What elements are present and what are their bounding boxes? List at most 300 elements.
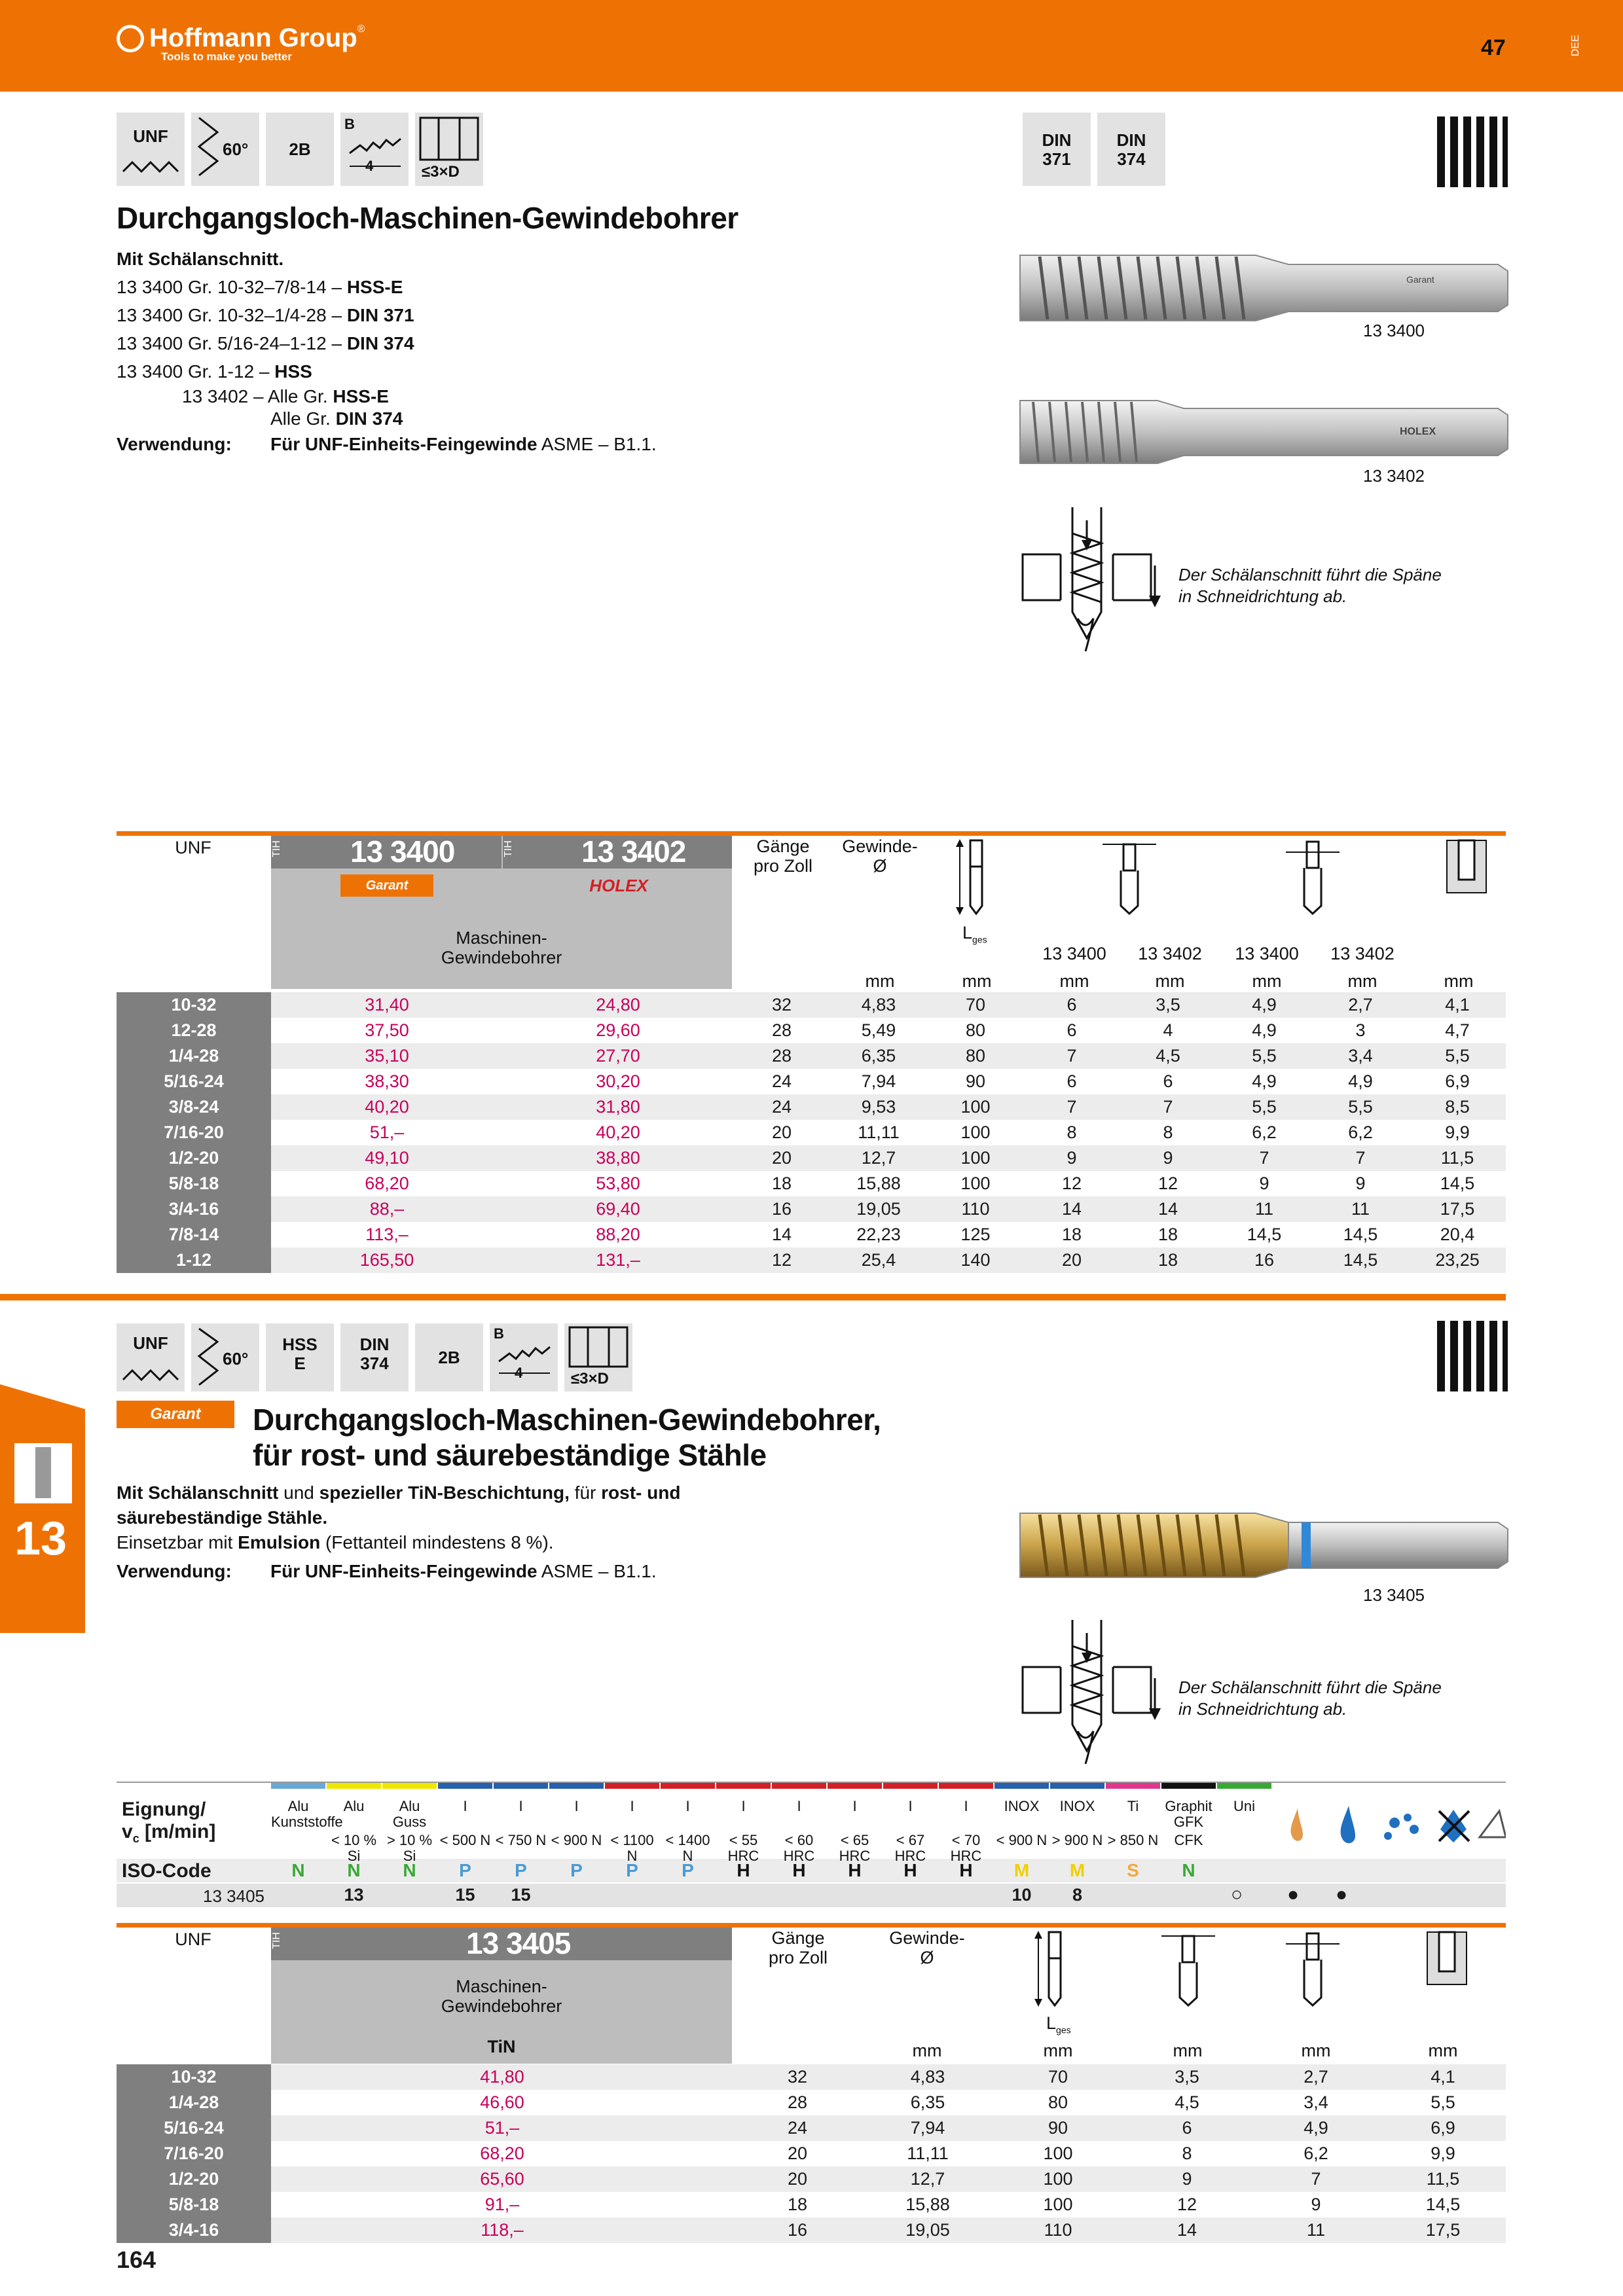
value-cell: 14,5 bbox=[1247, 1225, 1282, 1244]
table-row bbox=[117, 1247, 1506, 1273]
t1-unit-gew: mm bbox=[865, 971, 895, 991]
table-row bbox=[117, 1043, 1506, 1069]
t2-col-unf: UNF bbox=[175, 1929, 211, 1949]
s2-use-bold: Für UNF-Einheits-Feingewinde bbox=[270, 1561, 538, 1581]
value-cell: 6 bbox=[1067, 1020, 1077, 1040]
suit-color-bar bbox=[271, 1783, 325, 1789]
price-cell: 68,20 bbox=[480, 2144, 524, 2163]
t1-unit-a2: mm bbox=[1155, 971, 1185, 991]
oil-drop-icon bbox=[1291, 1808, 1303, 1841]
value-cell: 11,11 bbox=[907, 2144, 949, 2163]
tap-13-3400-image bbox=[1013, 242, 1511, 327]
value-cell: 11 bbox=[1216, 1196, 1312, 1222]
table-row bbox=[117, 2166, 1506, 2192]
s2-d1-t2: für bbox=[569, 1482, 602, 1503]
section1-title: Durchgangsloch-Maschinen-Gewindebohrer bbox=[117, 201, 739, 235]
t2-unit-gew: mm bbox=[912, 2041, 942, 2060]
square-tap-icon bbox=[1283, 838, 1342, 916]
price-cell: 69,40 bbox=[503, 1196, 733, 1222]
value-cell: 9 bbox=[1120, 1145, 1216, 1171]
suit-col-range: < 70 HRC bbox=[950, 1832, 982, 1864]
price-cell: 131,– bbox=[503, 1247, 733, 1273]
size-cell: 1-12 bbox=[117, 1247, 271, 1273]
s2-garant-logo: Garant bbox=[117, 1401, 234, 1428]
value-cell: 100 bbox=[994, 2166, 1122, 2192]
value-cell: 5,49 bbox=[861, 1020, 896, 1040]
value-cell: 14,5 bbox=[1440, 1174, 1475, 1193]
depth-picto bbox=[415, 113, 483, 186]
din374-label-a: DIN bbox=[1116, 130, 1146, 150]
tap-13-3405-image bbox=[1013, 1503, 1511, 1588]
value-cell: 90 bbox=[965, 1071, 986, 1091]
t2-shank-dia-tap-icon bbox=[1159, 1929, 1218, 2008]
value-cell: 6,35 bbox=[910, 2092, 945, 2112]
coolant-2-mark: ● bbox=[1287, 1884, 1300, 1905]
angle-picto bbox=[191, 113, 259, 186]
suit-col-range: > 850 N bbox=[1107, 1832, 1159, 1848]
table2-top-rule bbox=[117, 1923, 1506, 1928]
section1-description bbox=[117, 245, 657, 458]
picto-unf-label: UNF bbox=[133, 126, 168, 146]
s2-d1-t1: und bbox=[278, 1482, 319, 1503]
suit-col-title: INOX bbox=[1059, 1798, 1095, 1814]
table-row bbox=[117, 1145, 1506, 1171]
coolant-1-mark: ○ bbox=[1231, 1884, 1243, 1905]
value-cell: 4,83 bbox=[830, 992, 927, 1018]
suit-col-title: I bbox=[852, 1798, 857, 1814]
chapter-tab bbox=[0, 1384, 85, 1633]
down-arrow-icon bbox=[1147, 564, 1163, 610]
s2-qr-code-icon bbox=[1437, 1321, 1508, 1391]
s2-chamfer-b-picto bbox=[490, 1323, 558, 1391]
value-cell: 7 bbox=[1024, 1094, 1120, 1120]
size-cell: 1/2-20 bbox=[117, 1145, 271, 1171]
value-cell: 8 bbox=[1067, 1122, 1077, 1142]
s2-chip-note-line1: Der Schälanschnitt führt die Späne bbox=[1178, 1677, 1442, 1697]
value-cell: 100 bbox=[1043, 2144, 1073, 2163]
vc-value-cell: 15 bbox=[511, 1885, 531, 1905]
value-cell: 12 bbox=[1176, 2195, 1197, 2214]
price-cell: 88,20 bbox=[596, 1225, 640, 1244]
s2-picto-b-length: 4 bbox=[515, 1365, 523, 1381]
t2-lges-sub: ges bbox=[1056, 2024, 1071, 2036]
chapter-tap-icon bbox=[14, 1443, 72, 1503]
value-cell: 24 bbox=[733, 2115, 862, 2141]
suit-col-title: I bbox=[685, 1798, 690, 1814]
tool3-caption: 13 3405 bbox=[1363, 1585, 1425, 1605]
value-cell: 12,7 bbox=[862, 2166, 994, 2192]
t1-h-a4: 13 3402 bbox=[1330, 944, 1395, 963]
size-cell: 5/16-24 bbox=[117, 1069, 271, 1094]
value-cell: 14 bbox=[771, 1225, 792, 1244]
value-cell: 2,7 bbox=[1252, 2064, 1380, 2090]
suit-color-bar bbox=[549, 1783, 604, 1789]
s2-hsse-picto bbox=[266, 1323, 334, 1391]
t2-length-tap-icon bbox=[1034, 1929, 1074, 2008]
price-cell: 113,– bbox=[365, 1225, 409, 1244]
use-bold: Für UNF-Einheits-Feingewinde bbox=[270, 434, 538, 454]
dry-icon bbox=[1439, 1810, 1469, 1842]
value-cell: 6,9 bbox=[1445, 1071, 1470, 1091]
value-cell: 4,7 bbox=[1445, 1020, 1470, 1040]
tolerance-picto: 2B bbox=[266, 113, 334, 186]
size-cell: 1/2-20 bbox=[117, 2166, 271, 2192]
value-cell: 3,5 bbox=[1122, 2064, 1252, 2090]
table-row bbox=[117, 1171, 1506, 1196]
s2-din374-picto bbox=[340, 1323, 409, 1391]
value-cell: 16 bbox=[1216, 1247, 1312, 1273]
t2-unit-core: mm bbox=[1428, 2041, 1458, 2060]
t2-h-gew-b: Ø bbox=[920, 1948, 934, 1967]
s2-d3-t: Einsetzbar mit bbox=[117, 1532, 238, 1552]
tool1-caption: 13 3400 bbox=[1363, 321, 1425, 340]
s2-use-rest: ASME – B1.1. bbox=[537, 1561, 657, 1581]
s2-chamfer-thread-icon bbox=[490, 1323, 558, 1391]
value-cell: 3,4 bbox=[1312, 1043, 1409, 1069]
value-cell: 22,23 bbox=[856, 1225, 901, 1244]
size-cell: 1/4-28 bbox=[117, 2090, 271, 2115]
value-cell: 20 bbox=[1024, 1247, 1120, 1273]
value-cell: 8,5 bbox=[1409, 1094, 1506, 1120]
suit-color-bar bbox=[661, 1783, 715, 1789]
suit-label-a: Eignung/ bbox=[122, 1799, 206, 1820]
size-cell: 5/8-18 bbox=[117, 1171, 271, 1196]
desc-line6: Alle Gr. bbox=[270, 408, 336, 429]
value-cell: 14 bbox=[1120, 1196, 1216, 1222]
price-cell: 35,10 bbox=[271, 1043, 503, 1069]
value-cell: 18 bbox=[771, 1174, 792, 1193]
value-cell: 15,88 bbox=[856, 1174, 901, 1193]
s2-picto-angle-label: 60° bbox=[223, 1349, 249, 1369]
price-cell: 41,80 bbox=[271, 2064, 733, 2090]
value-cell: 4,9 bbox=[1216, 992, 1312, 1018]
value-cell: 7,94 bbox=[862, 2115, 994, 2141]
suit-col-range: < 1100 N bbox=[610, 1832, 654, 1864]
price-cell: 31,40 bbox=[271, 992, 503, 1018]
suit-col-title: Alu bbox=[287, 1798, 309, 1814]
s2-chip-flow-diagram-icon bbox=[1021, 1620, 1152, 1770]
chip-note-line2: in Schneidrichtung ab. bbox=[1178, 586, 1347, 606]
value-cell: 4,5 bbox=[1120, 1043, 1216, 1069]
s2-picto-unf-label: UNF bbox=[133, 1333, 168, 1353]
use-rest: ASME – B1.1. bbox=[537, 434, 657, 454]
suit-article: 13 3405 bbox=[203, 1886, 264, 1906]
t1-col-unf: UNF bbox=[175, 838, 211, 857]
value-cell: 4,9 bbox=[1252, 1020, 1277, 1040]
value-cell: 4 bbox=[1163, 1020, 1173, 1040]
value-cell: 9,9 bbox=[1445, 1122, 1470, 1142]
value-cell: 32 bbox=[733, 992, 830, 1018]
value-cell: 80 bbox=[1048, 2092, 1068, 2112]
brand-mark: ® bbox=[357, 24, 365, 35]
value-cell: 7,94 bbox=[861, 1071, 896, 1091]
t2-sub-b: Gewindebohrer bbox=[441, 1996, 562, 2016]
value-cell: 6 bbox=[1067, 1071, 1077, 1091]
size-cell: 10-32 bbox=[117, 992, 271, 1018]
suit-col-range: < 60 HRC bbox=[783, 1832, 815, 1864]
coolant-icons bbox=[1283, 1803, 1506, 1849]
value-cell: 2,7 bbox=[1312, 992, 1409, 1018]
tool1-brand-text: Garant bbox=[1406, 274, 1434, 285]
suit-col-range: CFK bbox=[1174, 1832, 1203, 1848]
suit-col-range: > 900 N bbox=[1051, 1832, 1103, 1848]
suit-color-bar bbox=[605, 1783, 659, 1789]
value-cell: 6,9 bbox=[1380, 2115, 1506, 2141]
value-cell: 17,5 bbox=[1409, 1196, 1506, 1222]
price-cell: 40,20 bbox=[596, 1122, 640, 1142]
t1-rot-label-1: TIH bbox=[270, 840, 282, 857]
s2-down-arrow-icon bbox=[1147, 1677, 1163, 1723]
value-cell: 20 bbox=[733, 1145, 830, 1171]
value-cell: 12 bbox=[733, 1247, 830, 1273]
suit-col-range: > 10 % Si bbox=[386, 1832, 433, 1864]
s2-d3-b: Emulsion bbox=[238, 1532, 321, 1552]
shank-dia-tap-icon bbox=[1100, 838, 1159, 916]
value-cell: 11,5 bbox=[1380, 2166, 1506, 2192]
value-cell: 9 bbox=[1259, 1174, 1269, 1193]
suit-col-title: INOX bbox=[1004, 1798, 1040, 1814]
price-cell: 38,80 bbox=[503, 1145, 733, 1171]
value-cell: 6 bbox=[1163, 1071, 1173, 1091]
t1-unit-a4: mm bbox=[1347, 971, 1377, 991]
suit-col-title: I bbox=[741, 1798, 746, 1814]
price-cell: 53,80 bbox=[596, 1174, 640, 1193]
picto-angle-label: 60° bbox=[223, 139, 249, 159]
suit-col-title: Uni bbox=[1233, 1798, 1255, 1814]
suit-label bbox=[122, 1799, 215, 1850]
suit-col-title: I bbox=[574, 1798, 579, 1814]
suit-color-bar bbox=[1050, 1783, 1104, 1789]
s2-hss-a: HSS bbox=[282, 1335, 318, 1354]
size-cell: 7/16-20 bbox=[117, 1120, 271, 1145]
table2 bbox=[117, 2064, 1506, 2243]
section-divider bbox=[0, 1294, 1506, 1300]
air-icon bbox=[1480, 1811, 1506, 1837]
chapter-number: 13 bbox=[14, 1513, 67, 1565]
value-cell: 11 bbox=[1312, 1196, 1409, 1222]
s2-chip-note bbox=[1178, 1677, 1442, 1720]
value-cell: 12 bbox=[1061, 1174, 1082, 1193]
value-cell: 100 bbox=[1043, 2195, 1073, 2214]
t1-h-a2: 13 3402 bbox=[1138, 944, 1202, 963]
vc-value-cell: 15 bbox=[455, 1885, 475, 1905]
t2-core-hole-icon bbox=[1421, 1929, 1473, 2008]
iso-code-cell: H bbox=[792, 1860, 806, 1880]
desc-line6-bold: DIN 374 bbox=[335, 408, 403, 429]
value-cell: 4,83 bbox=[862, 2064, 994, 2090]
value-cell: 7 bbox=[1252, 2166, 1380, 2192]
value-cell: 110 bbox=[927, 1196, 1024, 1222]
t2-unit-l: mm bbox=[1043, 2041, 1073, 2060]
price-cell: 51,– bbox=[271, 2115, 733, 2141]
value-cell: 5,5 bbox=[1216, 1094, 1312, 1120]
iso-code-cell: M bbox=[1013, 1860, 1030, 1880]
s2-d3-r: (Fettanteil mindestens 8 %). bbox=[320, 1532, 554, 1552]
value-cell: 24 bbox=[733, 1094, 830, 1120]
suit-col-range: < 900 N bbox=[551, 1832, 602, 1848]
t1-article-13-3400: 13 3400 bbox=[350, 834, 455, 869]
suit-col-range: < 750 N bbox=[495, 1832, 547, 1848]
suit-color-bar bbox=[994, 1783, 1049, 1789]
t2-h-gaenge-a: Gänge bbox=[771, 1928, 825, 1948]
value-cell: 12,7 bbox=[830, 1145, 927, 1171]
table-row bbox=[117, 2090, 1506, 2115]
emulsion-drop-icon bbox=[1341, 1806, 1355, 1843]
price-cell: 88,– bbox=[271, 1196, 503, 1222]
t1-unit-a3: mm bbox=[1252, 971, 1282, 991]
mist-icon bbox=[1384, 1814, 1419, 1840]
value-cell: 100 bbox=[960, 1174, 991, 1193]
iso-code-cell: H bbox=[737, 1860, 750, 1880]
s2-d1-b1: Mit Schälanschnitt bbox=[117, 1482, 279, 1503]
t1-sub-a: Maschinen- bbox=[456, 928, 547, 948]
iso-code-cell: H bbox=[959, 1860, 973, 1880]
size-cell: 3/4-16 bbox=[117, 1196, 271, 1222]
size-cell: 3/8-24 bbox=[117, 1094, 271, 1120]
value-cell: 7 bbox=[1312, 1145, 1409, 1171]
t1-subhead bbox=[271, 928, 732, 967]
value-cell: 4,9 bbox=[1252, 2115, 1380, 2141]
size-cell: 5/8-18 bbox=[117, 2192, 271, 2217]
value-cell: 18 bbox=[1061, 1225, 1082, 1244]
suit-color-bar bbox=[716, 1783, 771, 1789]
desc-line1-bold: HSS-E bbox=[346, 277, 403, 297]
t2-lges-l: L bbox=[1046, 2013, 1057, 2033]
iso-code-cell: P bbox=[570, 1860, 583, 1880]
value-cell: 6,2 bbox=[1348, 1122, 1373, 1142]
table-row bbox=[117, 2064, 1506, 2090]
value-cell: 18 bbox=[787, 2195, 808, 2214]
desc-line3-bold: DIN 374 bbox=[346, 333, 414, 353]
price-cell: 165,50 bbox=[271, 1247, 503, 1273]
size-cell: 1/4-28 bbox=[117, 1043, 271, 1069]
t1-h-a3: 13 3400 bbox=[1235, 944, 1299, 963]
suit-label-c: c bbox=[132, 1832, 139, 1845]
value-cell: 14 bbox=[1122, 2217, 1252, 2243]
price-cell: 91,– bbox=[484, 2195, 520, 2214]
desc-line2: 13 3400 Gr. 10-32–1/4-28 – bbox=[117, 305, 347, 325]
t2-article-13-3405: 13 3405 bbox=[466, 1926, 571, 1960]
price-cell: 51,– bbox=[369, 1122, 405, 1142]
din374-label-b: 374 bbox=[1117, 149, 1146, 169]
value-cell: 9,9 bbox=[1431, 2144, 1455, 2163]
vc-value-cell: 13 bbox=[344, 1885, 364, 1905]
suit-col-sub: GFK bbox=[1173, 1814, 1204, 1830]
value-cell: 3 bbox=[1355, 1020, 1366, 1040]
suit-color-bar bbox=[828, 1783, 882, 1789]
value-cell: 15,88 bbox=[905, 2195, 950, 2214]
value-cell: 9 bbox=[1024, 1145, 1120, 1171]
section2-title bbox=[253, 1402, 881, 1473]
value-cell: 11,11 bbox=[858, 1122, 900, 1142]
table-row bbox=[117, 2115, 1506, 2141]
iso-code-cell: N bbox=[347, 1860, 361, 1880]
t2-h-gew bbox=[862, 1928, 993, 1967]
suit-col-range: < 500 N bbox=[439, 1832, 491, 1848]
din374-picto bbox=[1097, 113, 1165, 186]
logo-mark-icon bbox=[117, 25, 144, 52]
price-cell: 38,30 bbox=[365, 1071, 409, 1091]
value-cell: 16 bbox=[733, 2217, 862, 2243]
s2-title-line1: Durchgangsloch-Maschinen-Gewindebohrer, bbox=[253, 1403, 881, 1437]
table-row bbox=[117, 992, 1506, 1018]
iso-code-cell: H bbox=[903, 1860, 917, 1880]
tool2-caption: 13 3402 bbox=[1363, 466, 1425, 486]
value-cell: 14,5 bbox=[1425, 2195, 1461, 2214]
value-cell: 32 bbox=[733, 2064, 862, 2090]
iso-code-cell: N bbox=[1182, 1860, 1195, 1880]
table-row bbox=[117, 2141, 1506, 2166]
value-cell: 7 bbox=[1024, 1043, 1120, 1069]
value-cell: 9 bbox=[1311, 2195, 1321, 2214]
suit-label-v: v bbox=[122, 1821, 133, 1842]
language-code: DEE bbox=[1570, 35, 1581, 56]
suit-color-bar bbox=[438, 1783, 492, 1789]
value-cell: 110 bbox=[994, 2217, 1122, 2243]
desc-line5-bold: HSS-E bbox=[333, 386, 389, 406]
desc-line3: 13 3400 Gr. 5/16-24–1-12 – bbox=[117, 333, 347, 353]
thread-zigzag-icon bbox=[117, 113, 185, 186]
t1-rot-label-2: TIH bbox=[502, 840, 514, 857]
suit-col-sub: Kunststoffe bbox=[271, 1814, 343, 1830]
price-cell: 40,20 bbox=[271, 1094, 503, 1120]
t1-h-gaenge-a: Gänge bbox=[756, 836, 810, 856]
value-cell: 7 bbox=[1216, 1145, 1312, 1171]
s2-din-a: DIN bbox=[359, 1335, 390, 1354]
t1-h-gew bbox=[833, 836, 927, 876]
table-row bbox=[117, 1018, 1506, 1043]
suit-col-sub: Guss bbox=[392, 1814, 427, 1830]
price-cell: 118,– bbox=[271, 2217, 733, 2243]
t1-h-gew-a: Gewinde- bbox=[842, 836, 918, 856]
desc-line5-b: Alle Gr. bbox=[267, 386, 333, 406]
value-cell: 19,05 bbox=[830, 1196, 927, 1222]
value-cell: 9,53 bbox=[830, 1094, 927, 1120]
t2-h-gaenge-b: pro Zoll bbox=[768, 1948, 828, 1967]
value-cell: 9 bbox=[1122, 2166, 1252, 2192]
vc-value-cell: 8 bbox=[1072, 1885, 1083, 1905]
price-cell: 68,20 bbox=[365, 1174, 409, 1193]
din371-label-a: DIN bbox=[1042, 130, 1072, 150]
t2-unit-a1: mm bbox=[1173, 2041, 1203, 2060]
suit-label-b: [m/min] bbox=[139, 1821, 216, 1842]
value-cell: 5,5 bbox=[1431, 2092, 1455, 2112]
size-cell: 7/16-20 bbox=[117, 2141, 271, 2166]
brand-logo bbox=[117, 24, 365, 63]
value-cell: 20 bbox=[733, 2166, 862, 2192]
suit-color-bar bbox=[772, 1783, 826, 1789]
value-cell: 80 bbox=[965, 1020, 986, 1040]
tap-13-3402-image bbox=[1013, 393, 1511, 471]
t1-unit-l: mm bbox=[962, 971, 992, 991]
price-cell: 27,70 bbox=[503, 1043, 733, 1069]
table1-top-rule bbox=[117, 831, 1506, 836]
t2-coating: TiN bbox=[487, 2037, 516, 2056]
t1-sub-b: Gewindebohrer bbox=[441, 948, 562, 967]
size-cell: 12-28 bbox=[117, 1018, 271, 1043]
iso-code-cell: H bbox=[848, 1860, 862, 1880]
value-cell: 18 bbox=[1158, 1225, 1178, 1244]
s2-d1-b3: rost- und bbox=[601, 1482, 681, 1503]
iso-code-label: ISO-Code bbox=[122, 1860, 211, 1882]
price-cell: 46,60 bbox=[480, 2092, 524, 2112]
value-cell: 14,5 bbox=[1343, 1225, 1378, 1244]
core-hole-icon bbox=[1440, 838, 1493, 916]
suit-color-bar bbox=[1161, 1783, 1216, 1789]
picto-depth-label: ≤3×D bbox=[422, 163, 460, 181]
value-cell: 25,4 bbox=[830, 1247, 927, 1273]
price-cell: 30,20 bbox=[596, 1071, 640, 1091]
